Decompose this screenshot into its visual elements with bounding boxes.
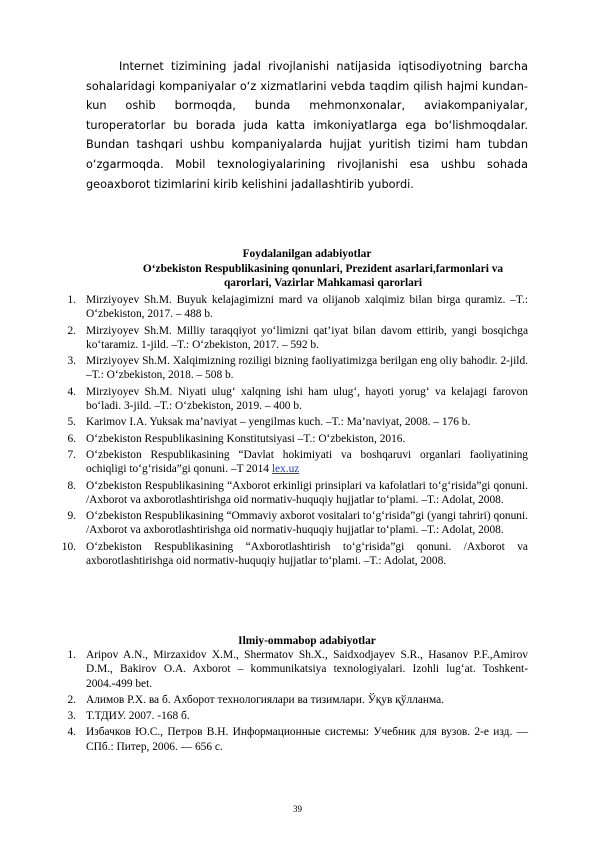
reference-text: Aripov A.N., Mirzaxidov X.M., Shermatov Sh.X., Saidxodjayev S.R., Hasanov P.F.,Amirov D.M., Bakirov O.A. Axborot – kommunikatsiya texnologiyalari. Izohli lug‘at. Toshkent-2004.-499 bet. — [86, 649, 528, 690]
reference-text: O‘zbekiston Respublikasining “Ommaviy axborot vositalari to‘g‘risida”gi (yangi tahriri) qonuni. /Axborot va axborotlashtirishga oid normativ-huquqiy hujjatlar to‘plami. –T.: Adolat, 2008. — [86, 510, 528, 537]
reference-item — [67, 432, 528, 446]
reference-number: 10. — [61, 540, 76, 553]
reference-item — [67, 648, 528, 691]
reference-text: Алимов Р.Х. ва б. Ахборот технологиялари ва тизимлари. Ўқув қўлланма. — [86, 693, 445, 706]
references-title: Foydalanilgan adabiyotlar — [242, 248, 372, 260]
reference-number: 1. — [67, 294, 76, 306]
reference-number: 2. — [67, 324, 76, 337]
reference-text: Mirziyoyev Sh.M. Milliy taraqqiyot yo‘limizni qat’iyat bilan davom ettirib, yangi bosqichga ko‘taramiz. 1-jild. –T.: O‘zbekiston, 2017. – 592 b. — [86, 324, 528, 351]
reference-text: O‘zbekiston Respublikasining “Davlat hokimiyati va boshqaruvi organlari faoliyatining ochiqligi to‘g‘risida”gi qonuni. –T 2014 — [86, 448, 528, 476]
page-number: 39 — [293, 804, 302, 814]
reference-text: Т.ТДИУ. 2007. -168 б. — [86, 710, 190, 723]
reference-number: 5. — [67, 416, 76, 429]
reference-number: 7. — [67, 448, 76, 461]
reference-number: 4. — [67, 726, 76, 739]
reference-text: Избачков Ю.С., Петров В.Н. Информационные системы: Учебник для вузов. 2-е изд. — СПб.: Питер, 2006. — 656 с. — [86, 726, 528, 753]
reference-list-popular — [67, 648, 528, 756]
reference-item — [67, 479, 528, 508]
reference-number: 2. — [67, 693, 76, 706]
reference-text: O‘zbekiston Respublikasining “Axborotlashtirish to‘g‘risida”gi qonuni. /Axborot va axborotlashtirishga oid normativ-huquqiy hujjatlar to‘plami. –T.: Adolat, 2008. — [86, 540, 528, 568]
reference-text: O‘zbekiston Respublikasining Konstitutsiyasi –T.: O‘zbekiston, 2016. — [86, 432, 406, 445]
reference-text: Mirziyoyev Sh.M. Niyati ulug‘ xalqning ishi ham ulug‘, hayoti yorug‘ va kelajagi farovon bo‘ladi. 3-jild. –T.: O‘zbekiston, 2019. – 400 b. — [86, 385, 528, 413]
reference-item — [67, 293, 528, 322]
reference-text: Karimov I.A. Yuksak ma’naviyat – yengilmas kuch. –T.: Ma’naviyat, 2008. – 176 b. — [86, 416, 471, 429]
reference-item — [61, 540, 528, 569]
reference-number: 6. — [67, 432, 76, 445]
reference-item — [67, 415, 528, 429]
reference-item — [67, 509, 528, 538]
reference-item — [67, 709, 528, 723]
reference-item — [67, 385, 528, 414]
reference-number: 3. — [67, 355, 76, 368]
reference-item — [67, 693, 528, 707]
reference-item — [67, 354, 528, 383]
reference-text: Mirziyoyev Sh.M. Xalqimizning roziligi bizning faoliyatimizga berilgan eng oliy bahodir. 2-jild. –T.: O‘zbekiston, 2018. – 508 b. — [86, 355, 528, 382]
section-b-title: Ilmiy-ommabop adabiyotlar — [238, 635, 376, 647]
reference-text: O‘zbekiston Respublikasining “Axborot erkinligi prinsiplari va kafolatlari to‘g‘risida”gi qonuni. /Axborot va axborotlashtirishga oid normativ-huquqiy hujjatlar to‘plami. –T.: Adolat, 2008. — [86, 479, 528, 506]
lex-uz-link[interactable]: lex.uz — [271, 463, 300, 476]
reference-item — [67, 324, 528, 353]
reference-number: 9. — [67, 510, 76, 523]
intro-paragraph: Internet tizimining jadal rivojlanishi natijasida iqtisodiyotning barcha sohalaridagi kompaniyalar o‘z xizmatlarini vebda taqdim qilish hajmi kundan-kun oshib bormoqda, bunda mehmonxonalar, aviakompaniyalar, turoperatorlar bu borada juda katta imkoniyatlarga ega bo‘lishmoqdalar. Bundan tashqari ushbu kompaniyalarda hujjat yuritish tizimi ham tubdan o‘zgarmoqda. Mobil texnologiyalarining rivojlanishi esa ushbu sohada geoaxborot tizimlarini kirib kelishini jadallashtirib yubordi. — [86, 60, 528, 191]
reference-number: 1. — [67, 649, 76, 661]
reference-number: 3. — [67, 710, 76, 723]
reference-list-laws — [61, 293, 528, 570]
section-a-title: O‘zbekiston Respublikasining qonunlari, Prezident asarlari,farmonlari va qarorlari, Vazirlar Mahkamasi qarorlari — [142, 263, 504, 289]
reference-number: 8. — [67, 479, 76, 492]
reference-item — [67, 448, 528, 477]
reference-number: 4. — [67, 385, 76, 398]
reference-item — [67, 725, 528, 754]
reference-text: Mirziyoyev Sh.M. Buyuk kelajagimizni mard va olijanob xalqimiz bilan birga quramiz. –T.: O‘zbekiston, 2017. – 488 b. — [86, 294, 528, 321]
